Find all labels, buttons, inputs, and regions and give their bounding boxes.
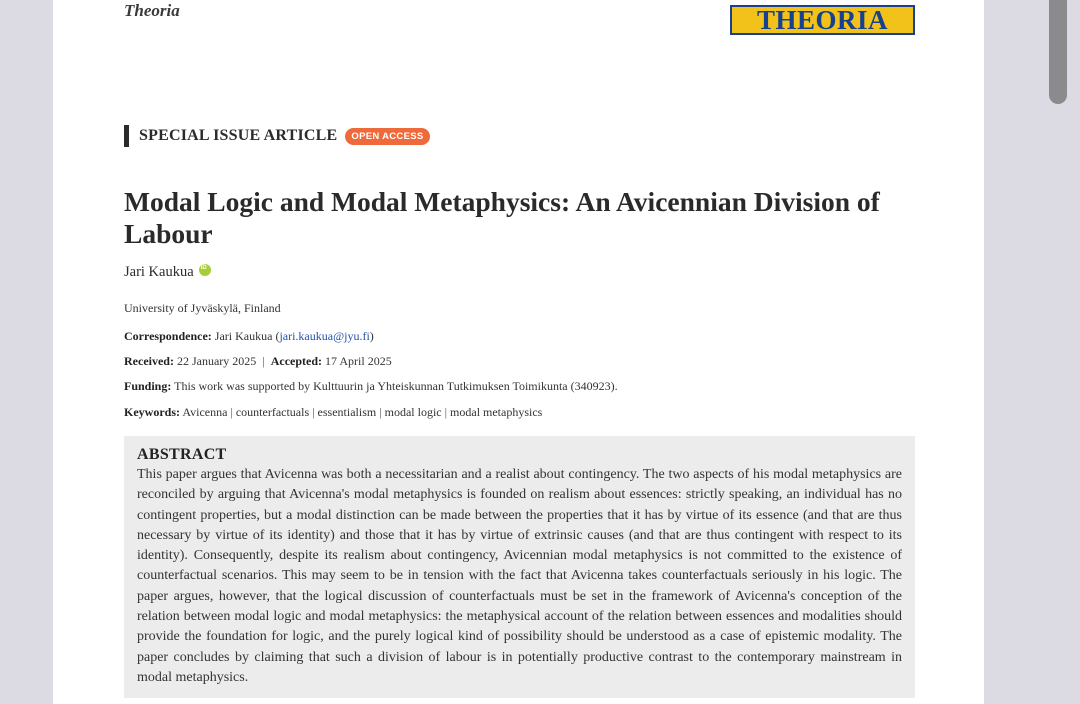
article-dates [124,354,392,369]
abstract-box [124,436,915,698]
dates-separator: | [262,354,265,368]
funding [124,379,618,394]
keywords: Keywords: Avicenna | counterfactuals | essentialism | modal logic | modal metaphysics [124,405,543,419]
affiliation: University of Jyväskylä, Finland [124,301,281,315]
funding-text: This work was supported by Kulttuurin ja Yhteiskunnan Tutkimuksen Toimikunta (340923). [174,379,618,393]
correspondence: Correspondence: Jari Kaukua (jari.kaukua@jyu.fi) [124,329,374,343]
journal-logo-text: THEORIA [756,4,889,35]
document-page [53,0,984,704]
abstract-heading: ABSTRACT [137,446,227,463]
orcid-icon[interactable] [199,264,211,276]
author-name[interactable]: Jari Kaukua [124,264,194,280]
funding-label: Funding: [124,379,172,393]
correspondence-email-link[interactable]: jari.kaukua@jyu.fi [279,329,370,343]
scrollbar-thumb[interactable] [1049,0,1067,104]
correspondence-name: Jari Kaukua [214,329,273,343]
section-label [124,125,430,147]
received-label: Received: [124,354,174,368]
keyword[interactable]: counterfactuals [235,405,310,419]
accepted-label: Accepted: [270,354,323,368]
article-type: SPECIAL ISSUE ARTICLE [139,127,338,144]
keywords-label: Keywords: [124,405,180,419]
received-date: 22 January 2025 [176,354,257,368]
keyword[interactable]: modal logic [384,405,442,419]
journal-name: Theoria [124,1,180,20]
keyword[interactable]: Avicenna [182,405,228,419]
keyword[interactable]: modal metaphysics [450,405,543,419]
author-line [124,264,211,281]
accepted-date: 17 April 2025 [325,354,392,368]
keyword[interactable]: essentialism [317,405,377,419]
abstract-text: This paper argues that Avicenna was both a necessitarian and a realist about contingency. The two aspects of his modal metaphysics are reconciled by arguing that Avicenna's modal metaphysics is founded on realism about essences: strictly speaking, an individual has no contingent properties, but a modal distinction can be made between the properties that it has by virtue of its essence (and that are thus necessary by virtue of its identity) and those that it has by virtue of extrinsic causes (and that are thus contingent with respect to its identity). Consequently, despite its realism about contingency, Avicennian modal metaphysics is not committed to the existence of counterfactual scenarios. This may seem to be in tension with the fact that Avicenna takes counterfactuals seriously in his logic. The paper argues, however, that the logical discussion of counterfactuals must be set in the framework of Avicenna's conception of the relation between modal logic and modal metaphysics: the metaphysical account of the relation between essences and modalities should provide the foundation for logic, and the purely logical kind of possibility should be understood as a case of epistemic modality. The paper concludes by claiming that such a division of labour is in potentially productive contrast to the contemporary mainstream in modal metaphysics. [137,467,902,685]
open-access-badge: OPEN ACCESS [345,128,429,145]
correspondence-label: Correspondence: [124,329,212,343]
article-title: Modal Logic and Modal Metaphysics: An Avicennian Division of Labour [124,186,880,249]
journal-logo[interactable] [730,5,915,35]
